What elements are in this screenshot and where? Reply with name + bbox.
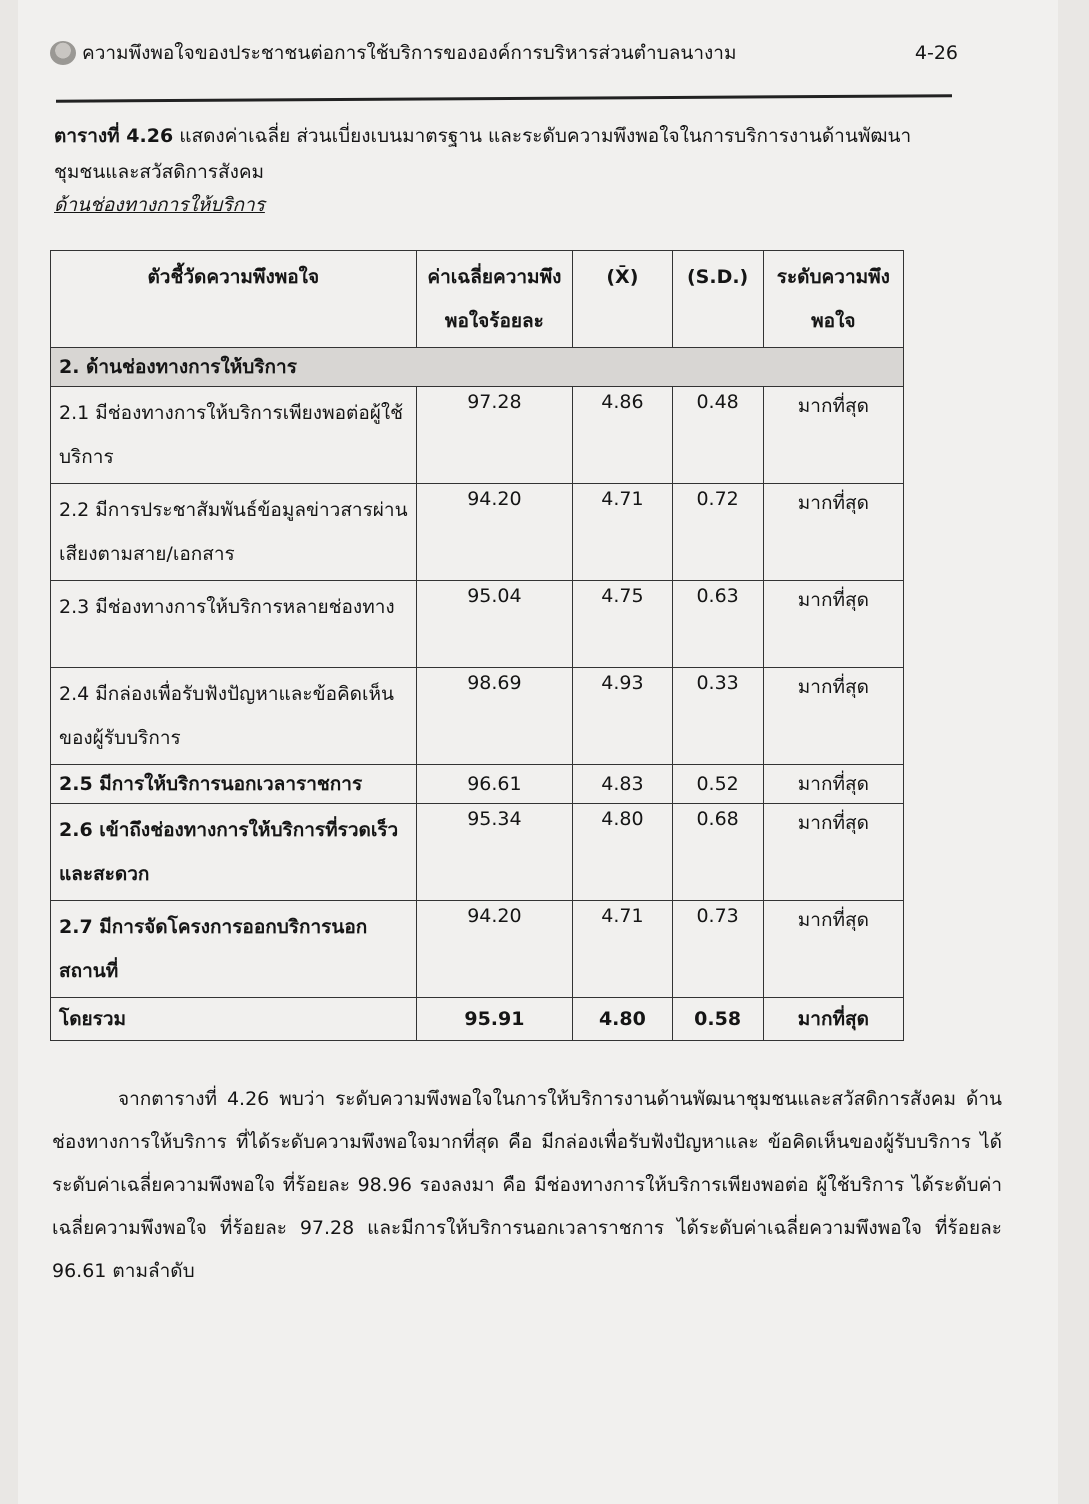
row-indicator: 2.1 มีช่องทางการให้บริการเพียงพอต่อผู้ใช้บริการ	[51, 387, 417, 484]
row-percent: 97.28	[416, 387, 573, 484]
table-header-row	[51, 251, 904, 348]
row-percent: 98.69	[416, 668, 573, 765]
section-row	[51, 348, 904, 387]
table-row	[51, 668, 904, 765]
row-percent: 94.20	[416, 901, 573, 998]
satisfaction-table	[50, 250, 904, 1041]
row-mean: 4.80	[573, 804, 672, 901]
caption-subtitle: ด้านช่องทางการให้บริการ	[54, 194, 265, 216]
total-label: โดยรวม	[51, 998, 417, 1041]
row-level: มากที่สุด	[763, 901, 903, 998]
row-level: มากที่สุด	[763, 484, 903, 581]
total-mean: 4.80	[573, 998, 672, 1041]
row-level: มากที่สุด	[763, 581, 903, 668]
running-header	[50, 36, 980, 70]
row-level: มากที่สุด	[763, 668, 903, 765]
row-sd: 0.48	[672, 387, 763, 484]
row-level: มากที่สุด	[763, 804, 903, 901]
row-indicator: 2.7 มีการจัดโครงการออกบริการนอกสถานที่	[51, 901, 417, 998]
total-level: มากที่สุด	[763, 998, 903, 1041]
header-sd: (S.D.)	[672, 251, 763, 348]
row-mean: 4.86	[573, 387, 672, 484]
row-mean: 4.71	[573, 901, 672, 998]
conclusion-text: จากตารางที่ 4.26 พบว่า ระดับความพึงพอใจในการให้บริการงานด้านพัฒนาชุมชนและสวัสดิการสังคม ด้านช่องทางการให้บริการ ที่ได้ระดับความพึงพอใจมากที่สุด คือ มีกล่องเพื่อรับฟังปัญหาและ ข้อคิดเห็นของผู้รับบริการ ได้ระดับค่าเฉลี่ยความพึงพอใจ ที่ร้อยละ 98.96 รองลงมา คือ มีช่องทางการให้บริการเพียงพอต่อ ผู้ใช้บริการ ได้ระดับค่าเฉลี่ยความพึงพอใจ ที่ร้อยละ 97.28 และมีการให้บริการนอกเวลาราชการ ได้ระดับค่าเฉลี่ยความพึงพอใจ ที่ร้อยละ 96.61 ตามลำดับ	[52, 1088, 1002, 1282]
table-row	[51, 484, 904, 581]
row-mean: 4.93	[573, 668, 672, 765]
row-sd: 0.63	[672, 581, 763, 668]
table-row	[51, 581, 904, 668]
adjacent-page-edge-mark	[1062, 250, 1082, 270]
row-percent: 95.04	[416, 581, 573, 668]
row-indicator: 2.5 มีการให้บริการนอกเวลาราชการ	[51, 765, 417, 804]
total-sd: 0.58	[672, 998, 763, 1041]
table-row	[51, 804, 904, 901]
total-row	[51, 998, 904, 1041]
header-percent: ค่าเฉลี่ยความพึงพอใจร้อยละ	[416, 251, 573, 348]
row-mean: 4.83	[573, 765, 672, 804]
caption-text: แสดงค่าเฉลี่ย ส่วนเบี่ยงเบนมาตรฐาน และระดับความพึงพอใจในการบริการงานด้านพัฒนาชุมชนและสวัสดิการสังคม	[54, 125, 912, 183]
header-title: ความพึงพอใจของประชาชนต่อการใช้บริการขององค์การบริหารส่วนตำบลนางาม	[82, 42, 737, 64]
row-level: มากที่สุด	[763, 765, 903, 804]
row-indicator: 2.6 เข้าถึงช่องทางการให้บริการที่รวดเร็ว และสะดวก	[51, 804, 417, 901]
header-divider	[56, 94, 952, 102]
row-sd: 0.33	[672, 668, 763, 765]
row-percent: 96.61	[416, 765, 573, 804]
document-page	[18, 0, 1058, 1504]
section-title: 2. ด้านช่องทางการให้บริการ	[51, 348, 904, 387]
row-sd: 0.72	[672, 484, 763, 581]
row-sd: 0.52	[672, 765, 763, 804]
row-level: มากที่สุด	[763, 387, 903, 484]
page-number: 4-26	[914, 42, 958, 64]
row-sd: 0.68	[672, 804, 763, 901]
total-percent: 95.91	[416, 998, 573, 1041]
organization-logo-icon	[50, 41, 76, 65]
row-indicator: 2.4 มีกล่องเพื่อรับฟังปัญหาและข้อคิดเห็นของผู้รับบริการ	[51, 668, 417, 765]
header-indicator: ตัวชี้วัดความพึงพอใจ	[51, 251, 417, 348]
conclusion-paragraph	[52, 1078, 1002, 1293]
caption-label: ตารางที่ 4.26	[54, 125, 174, 147]
row-indicator: 2.2 มีการประชาสัมพันธ์ข้อมูลข่าวสารผ่านเสียงตามสาย/เอกสาร	[51, 484, 417, 581]
row-mean: 4.71	[573, 484, 672, 581]
table-row	[51, 901, 904, 998]
table-row	[51, 765, 904, 804]
row-percent: 95.34	[416, 804, 573, 901]
row-mean: 4.75	[573, 581, 672, 668]
row-indicator: 2.3 มีช่องทางการให้บริการหลายช่องทาง	[51, 581, 417, 668]
table-row	[51, 387, 904, 484]
row-sd: 0.73	[672, 901, 763, 998]
header-mean: (X̄)	[573, 251, 672, 348]
header-level: ระดับความพึงพอใจ	[763, 251, 903, 348]
table-caption	[54, 118, 954, 190]
row-percent: 94.20	[416, 484, 573, 581]
